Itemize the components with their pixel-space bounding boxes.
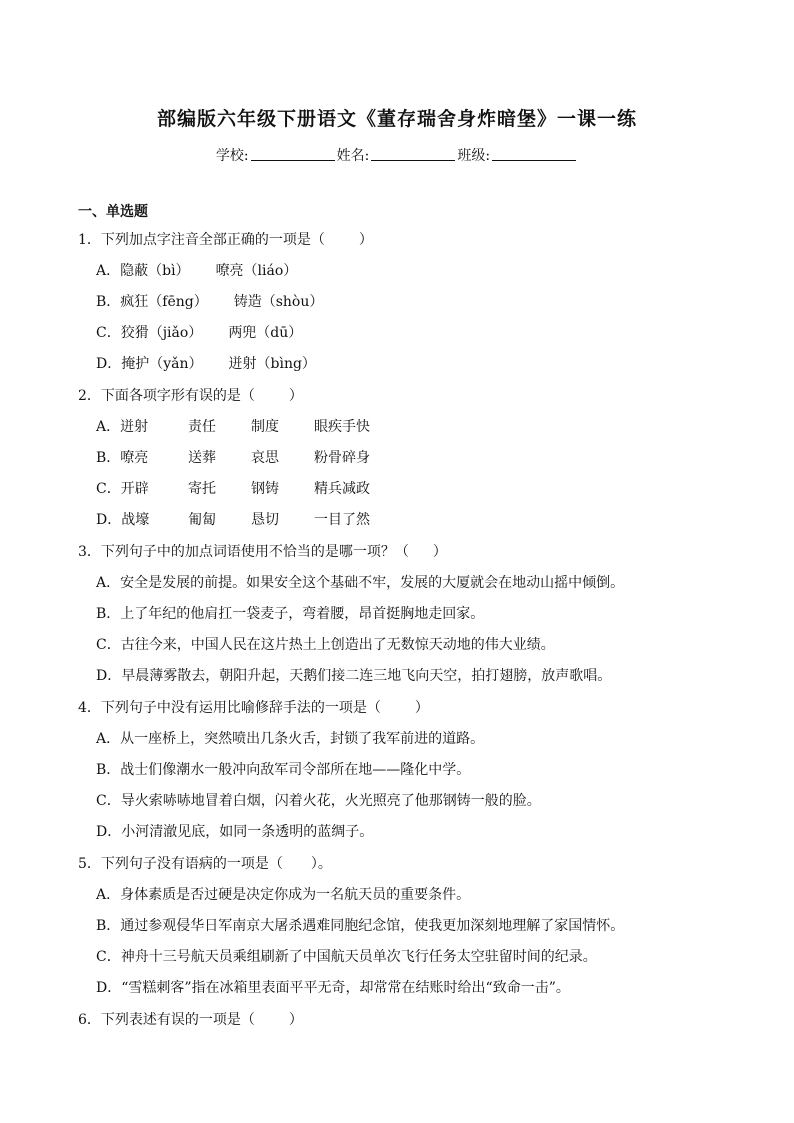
question-stem: 6．下列表述有误的一项是（ (78, 1012, 255, 1028)
school-blank[interactable] (251, 146, 335, 161)
option-4a[interactable]: A．从一座桥上，突然喷出几条火舌，封锁了我军前进的道路。 (96, 731, 485, 747)
question-stem: 4．下列句子中没有运用比喻修辞手法的一项是（ (78, 700, 381, 716)
question-3 (78, 541, 447, 561)
option-1c[interactable]: C．狡猾（jiǎo） 两兜（dū） (96, 325, 303, 341)
class-blank[interactable] (492, 146, 576, 161)
option-1d[interactable]: D．掩护（yǎn） 迸射（bìng） (96, 356, 316, 372)
question-stem-end: ） (288, 388, 303, 404)
option-1b[interactable]: B．疯狂（fēng） 铸造（shòu） (96, 294, 324, 310)
option-5a[interactable]: A．身体素质是否过硬是决定你成为一名航天员的重要条件。 (96, 887, 471, 903)
question-stem: 2．下面各项字形有误的是（ (78, 388, 255, 404)
question-1 (78, 229, 373, 249)
option-4d[interactable]: D．小河清澈见底，如同一条透明的蓝绸子。 (96, 824, 374, 840)
option-2c[interactable]: C．开辟 寄托 钢铸 精兵减政 (96, 481, 370, 497)
question-stem-end: ） (288, 1012, 303, 1028)
page-title: 部编版六年级下册语文《董存瑞舍身炸暗堡》一课一练 (156, 108, 637, 130)
question-2 (78, 385, 303, 405)
name-blank[interactable] (371, 146, 455, 161)
option-5c[interactable]: C．神舟十三号航天员乘组刷新了中国航天员单次飞行任务太空驻留时间的纪录。 (96, 949, 597, 965)
class-label: 班级: (457, 148, 491, 164)
option-2a[interactable]: A．迸射 责任 制度 眼疾手快 (96, 419, 370, 435)
name-label: 姓名: (336, 148, 370, 164)
option-3b[interactable]: B．上了年纪的他肩扛一袋麦子，弯着腰，昂首挺胸地走回家。 (96, 606, 485, 622)
question-5 (78, 853, 332, 873)
question-stem: 1．下列加点字注音全部正确的一项是（ (78, 232, 325, 248)
option-1a[interactable]: A．隐蔽（bì） 嘹亮（liáo） (96, 263, 298, 279)
question-6 (78, 1009, 303, 1029)
question-stem: 3．下列句子中的加点词语使用不恰当的是哪一项？（ (78, 544, 409, 560)
option-4c[interactable]: C．导火索哧哧地冒着白烟，闪着火花，火光照亮了他那钢铸一般的脸。 (96, 793, 541, 809)
option-3c[interactable]: C．古往今来，中国人民在这片热土上创造出了无数惊天动地的伟大业绩。 (96, 637, 555, 653)
question-stem-end: ）。 (310, 856, 332, 872)
student-info-line (0, 145, 794, 165)
option-2b[interactable]: B．嘹亮 送葬 哀思 粉骨碎身 (96, 450, 370, 466)
option-5b[interactable]: B．通过参观侵华日军南京大屠杀遇难同胞纪念馆，使我更加深刻地理解了家国情怀。 (96, 918, 625, 934)
option-3a[interactable]: A．安全是发展的前提。如果安全这个基础不牢，发展的大厦就会在地动山摇中倾倒。 (96, 575, 625, 591)
option-2d[interactable]: D．战壕 匍匐 恳切 一目了然 (96, 512, 370, 528)
question-stem-end: ） (358, 232, 373, 248)
school-label: 学校: (215, 148, 249, 164)
option-4b[interactable]: B．战士们像潮水一般冲向敌军司令部所在地——隆化中学。 (96, 762, 471, 778)
option-3d[interactable]: D．早晨薄雾散去，朝阳升起，天鹅们接二连三地飞向天空，拍打翅膀，放声歌唱。 (96, 668, 612, 684)
question-stem-end: ） (414, 700, 429, 716)
section-heading: 一、单选题 (78, 204, 148, 220)
question-stem: 5．下列句子没有语病的一项是（ (78, 856, 283, 872)
option-5d[interactable]: D．“雪糕刺客”指在冰箱里表面平平无奇，却常常在结账时给出“致命一击”。 (96, 980, 570, 996)
question-stem-end: ） (432, 544, 447, 560)
question-4 (78, 697, 429, 717)
